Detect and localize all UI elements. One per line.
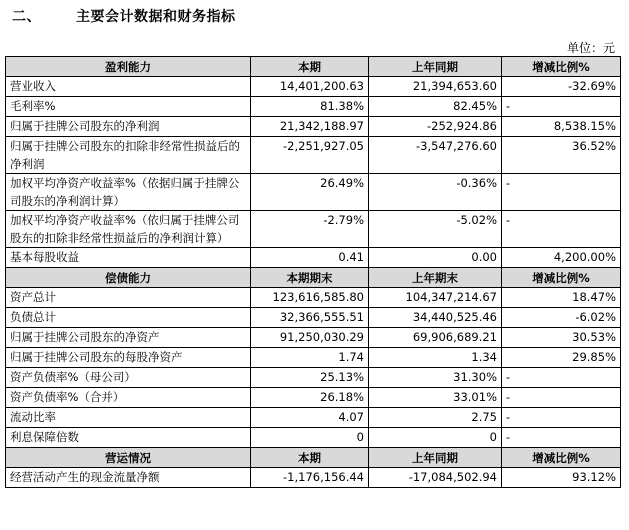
header-cell: 本期 [251,448,369,468]
header-cell: 本期期末 [251,268,369,288]
previous-value: -5.02% [369,211,502,248]
change-value: 93.12% [502,468,621,488]
change-value: 8,538.15% [502,117,621,137]
row-label: 毛利率% [6,97,251,117]
current-value: -2,251,927.05 [251,137,369,174]
table-row [6,174,621,211]
header-cell: 上年同期 [369,448,502,468]
table-row [6,348,621,368]
row-label: 经营活动产生的现金流量净额 [6,468,251,488]
header-cell: 偿债能力 [6,268,251,288]
unit-label: 单位：元 [566,41,615,55]
current-value: -1,176,156.44 [251,468,369,488]
change-value: - [502,97,621,117]
current-value: 4.07 [251,408,369,428]
previous-value: 0.00 [369,248,502,268]
current-value: 0.41 [251,248,369,268]
row-label: 利息保障倍数 [6,428,251,448]
change-value: - [502,368,621,388]
header-row-profitability [6,57,621,77]
previous-value: 31.30% [369,368,502,388]
section-heading [12,6,236,26]
current-value: 81.38% [251,97,369,117]
change-value: - [502,211,621,248]
row-label: 资产负债率%（合并） [6,388,251,408]
row-label: 流动比率 [6,408,251,428]
current-value: -2.79% [251,211,369,248]
table-row [6,388,621,408]
change-value: - [502,388,621,408]
header-cell: 上年期末 [369,268,502,288]
section-title: 主要会计数据和财务指标 [76,9,236,25]
previous-value: 0 [369,428,502,448]
previous-value: 2.75 [369,408,502,428]
current-value: 1.74 [251,348,369,368]
row-label: 归属于挂牌公司股东的扣除非经常性损益后的净利润 [6,137,251,174]
current-value: 21,342,188.97 [251,117,369,137]
change-value: 36.52% [502,137,621,174]
row-label: 归属于挂牌公司股东的净资产 [6,328,251,348]
table-row [6,368,621,388]
row-label: 加权平均净资产收益率%（依据归属于挂牌公司股东的净利润计算） [6,174,251,211]
change-value: - [502,428,621,448]
current-value: 25.13% [251,368,369,388]
row-label: 归属于挂牌公司股东的净利润 [6,117,251,137]
header-cell: 增减比例% [502,268,621,288]
header-cell: 上年同期 [369,57,502,77]
current-value: 26.18% [251,388,369,408]
table-body [6,57,621,488]
current-value: 0 [251,428,369,448]
change-value: -32.69% [502,77,621,97]
header-cell: 本期 [251,57,369,77]
financial-indicators-table [5,56,621,488]
table-row [6,248,621,268]
header-cell: 增减比例% [502,57,621,77]
row-label: 资产负债率%（母公司） [6,368,251,388]
previous-value: 1.34 [369,348,502,368]
header-cell: 营运情况 [6,448,251,468]
row-label: 资产总计 [6,288,251,308]
previous-value: 34,440,525.46 [369,308,502,328]
previous-value: -0.36% [369,174,502,211]
current-value: 14,401,200.63 [251,77,369,97]
table-row [6,428,621,448]
current-value: 26.49% [251,174,369,211]
change-value: 4,200.00% [502,248,621,268]
previous-value: 104,347,214.67 [369,288,502,308]
previous-value: -252,924.86 [369,117,502,137]
current-value: 32,366,555.51 [251,308,369,328]
current-value: 123,616,585.80 [251,288,369,308]
previous-value: 69,906,689.21 [369,328,502,348]
header-cell: 盈利能力 [6,57,251,77]
table-row [6,117,621,137]
row-label: 基本每股收益 [6,248,251,268]
header-row-solvency [6,268,621,288]
change-value: 29.85% [502,348,621,368]
current-value: 91,250,030.29 [251,328,369,348]
row-label: 营业收入 [6,77,251,97]
table-row [6,211,621,248]
table-row [6,328,621,348]
change-value: - [502,408,621,428]
change-value: - [502,174,621,211]
section-number: 二、 [12,9,41,25]
row-label: 加权平均净资产收益率%（依归属于挂牌公司股东的扣除非经常性损益后的净利润计算） [6,211,251,248]
row-label: 归属于挂牌公司股东的每股净资产 [6,348,251,368]
change-value: -6.02% [502,308,621,328]
table-row [6,468,621,488]
table-row [6,308,621,328]
previous-value: 33.01% [369,388,502,408]
header-cell: 增减比例% [502,448,621,468]
table-row [6,408,621,428]
previous-value: 82.45% [369,97,502,117]
change-value: 18.47% [502,288,621,308]
table-row [6,97,621,117]
previous-value: 21,394,653.60 [369,77,502,97]
table-row [6,77,621,97]
previous-value: -17,084,502.94 [369,468,502,488]
table-row [6,137,621,174]
table-row [6,288,621,308]
change-value: 30.53% [502,328,621,348]
header-row-operations [6,448,621,468]
row-label: 负债总计 [6,308,251,328]
previous-value: -3,547,276.60 [369,137,502,174]
